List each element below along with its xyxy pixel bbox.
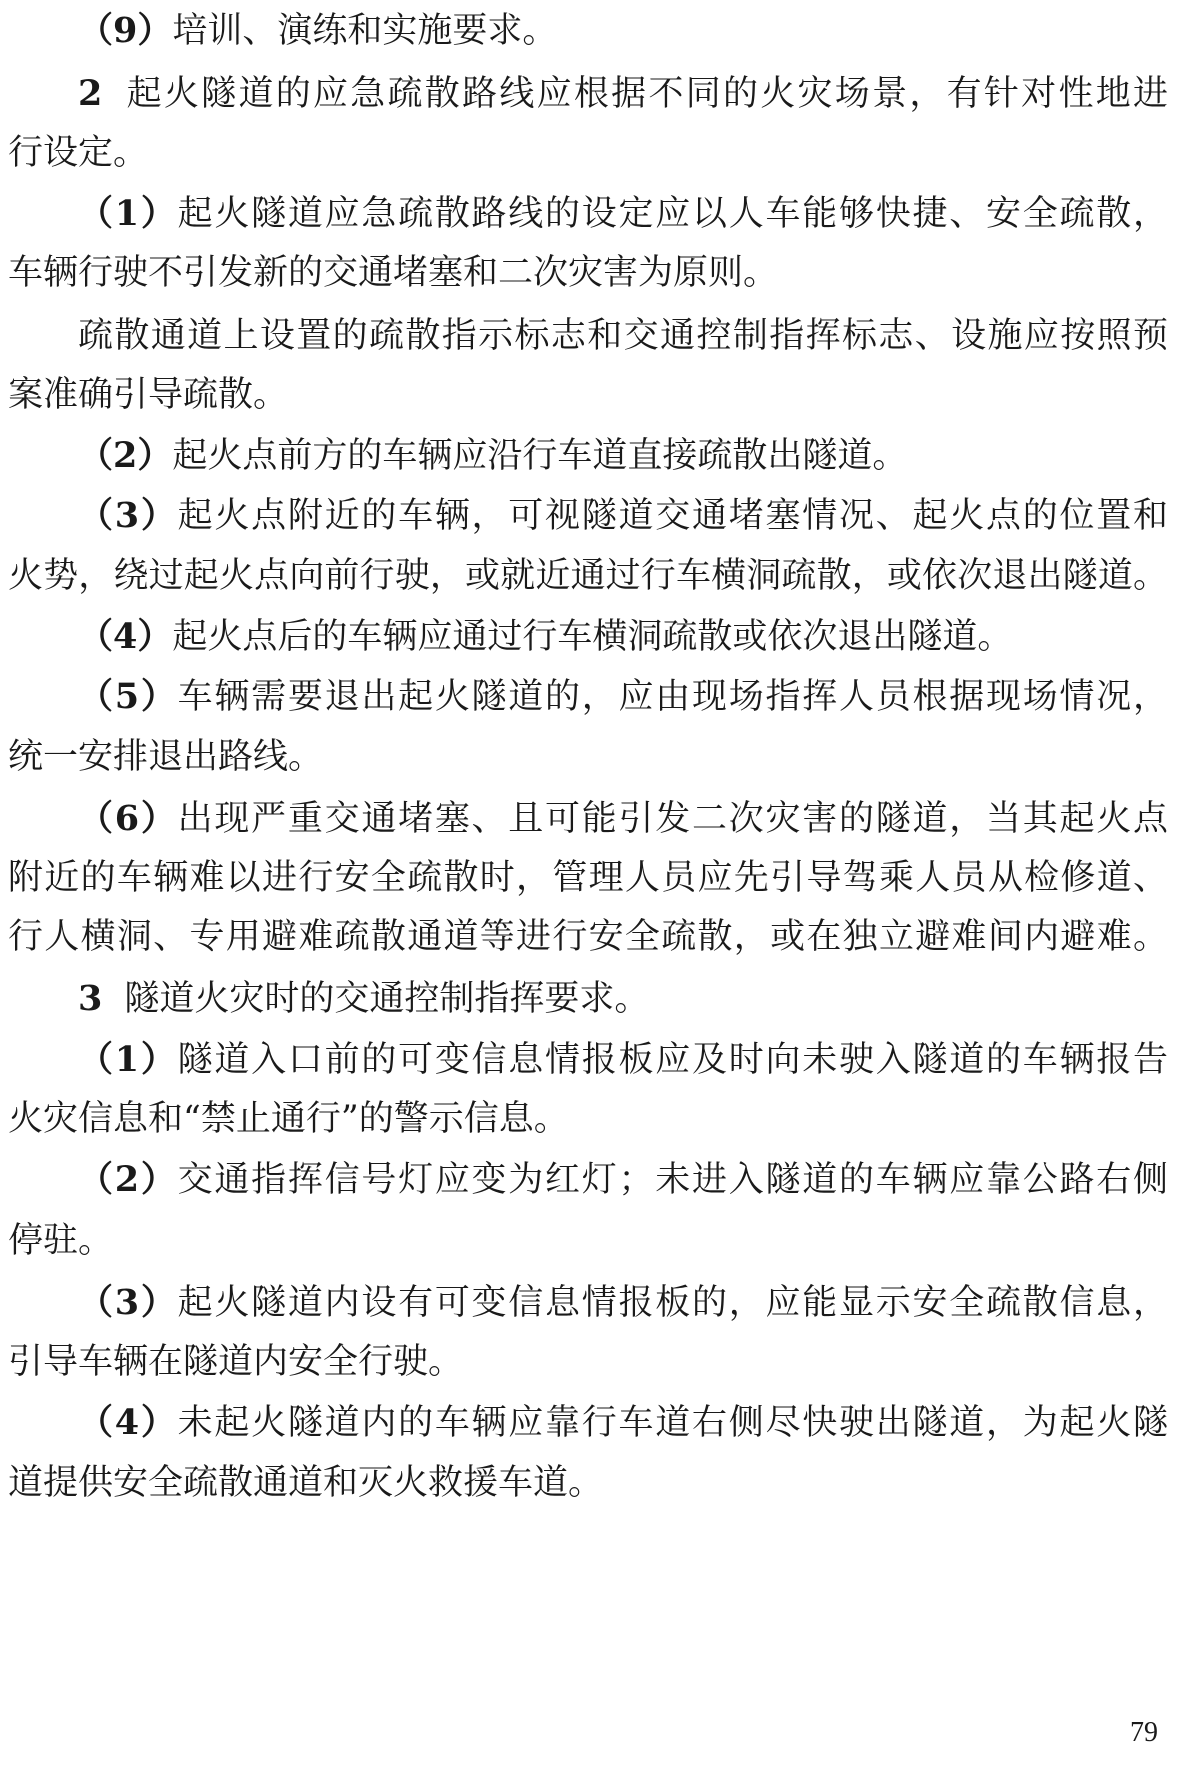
text-line	[8, 553, 1168, 599]
text-line	[8, 914, 1168, 960]
text-line	[8, 1339, 1168, 1385]
line-text: 火势，绕过起火点向前行驶，或就近通过行车横洞疏散，或依次退出隧道。	[8, 556, 1168, 596]
line-text: 隧道火灾时的交通控制指挥要求。	[124, 979, 650, 1019]
line-text: 起火隧道内设有可变信息情报板的，应能显示安全疏散信息，	[177, 1283, 1168, 1323]
text-line	[78, 313, 1168, 359]
line-text: 起火点前方的车辆应沿行车道直接疏散出隧道。	[172, 436, 908, 476]
text-line	[8, 1460, 1168, 1506]
line-text: 停驻。	[8, 1221, 114, 1261]
line-text: 疏散通道上设置的疏散指示标志和交通控制指挥标志、设施应按照预	[78, 316, 1168, 356]
text-line	[78, 1157, 1168, 1203]
text-line	[78, 614, 1168, 660]
line-text: 车辆行驶不引发新的交通堵塞和二次灾害为原则。	[8, 253, 779, 293]
text-line	[8, 734, 1168, 780]
text-line	[78, 493, 1168, 539]
line-text: 起火点后的车辆应通过行车横洞疏散或依次退出隧道。	[172, 617, 1013, 657]
line-text: 培训、演练和实施要求。	[172, 11, 558, 51]
text-line	[8, 130, 1168, 176]
item-number: （4）	[78, 616, 173, 657]
line-text: 行设定。	[8, 133, 149, 173]
text-line	[8, 372, 1168, 418]
text-line	[78, 71, 1168, 117]
line-text: 起火隧道的应急疏散路线应根据不同的火灾场景，有针对性地进	[124, 74, 1168, 114]
item-number: （1）	[78, 193, 178, 234]
section-number: 2	[78, 73, 103, 114]
page-number: 79	[1130, 1717, 1158, 1748]
item-number: （9）	[78, 10, 173, 51]
text-line	[78, 796, 1168, 842]
line-text: 隧道入口前的可变信息情报板应及时向未驶入隧道的车辆报告	[177, 1040, 1168, 1080]
text-line	[78, 674, 1168, 720]
text-line	[78, 1280, 1168, 1326]
text-line	[78, 1037, 1168, 1083]
item-number: （3）	[78, 1282, 178, 1323]
line-text: 道提供安全疏散通道和灭火救援车道。	[8, 1463, 604, 1503]
text-line	[78, 191, 1168, 237]
item-number: （2）	[78, 435, 173, 476]
line-text: 附近的车辆难以进行安全疏散时，管理人员应先引导驾乘人员从检修道、	[8, 858, 1168, 898]
text-line	[8, 1096, 1168, 1142]
text-line	[8, 250, 1168, 296]
line-text: 未起火隧道内的车辆应靠行车道右侧尽快驶出隧道，为起火隧	[177, 1403, 1168, 1443]
item-number: （5）	[78, 676, 178, 717]
text-line	[78, 433, 1168, 479]
text-line	[78, 8, 1168, 54]
text-line	[8, 855, 1168, 901]
item-number: （3）	[78, 495, 178, 536]
item-number: （2）	[78, 1159, 178, 1200]
line-text: 起火点附近的车辆，可视隧道交通堵塞情况、起火点的位置和	[177, 496, 1168, 536]
item-number: （1）	[78, 1039, 178, 1080]
item-number: （4）	[78, 1402, 178, 1443]
line-text: 火灾信息和“禁止通行”的警示信息。	[8, 1099, 569, 1139]
line-text: 车辆需要退出起火隧道的，应由现场指挥人员根据现场情况，	[177, 677, 1168, 717]
line-text: 行人横洞、专用避难疏散通道等进行安全疏散，或在独立避难间内避难。	[8, 917, 1168, 957]
item-number: （6）	[78, 798, 178, 839]
line-text: 起火隧道应急疏散路线的设定应以人车能够快捷、安全疏散，	[177, 194, 1168, 234]
line-text: 统一安排退出路线。	[8, 737, 324, 777]
text-line	[78, 976, 1168, 1022]
line-text: 引导车辆在隧道内安全行驶。	[8, 1342, 464, 1382]
text-line	[78, 1400, 1168, 1446]
line-text: 出现严重交通堵塞、且可能引发二次灾害的隧道，当其起火点	[177, 799, 1168, 839]
section-number: 3	[78, 978, 103, 1019]
line-text: 案准确引导疏散。	[8, 375, 289, 415]
text-line	[8, 1218, 1168, 1264]
line-text: 交通指挥信号灯应变为红灯；未进入隧道的车辆应靠公路右侧	[177, 1160, 1168, 1200]
